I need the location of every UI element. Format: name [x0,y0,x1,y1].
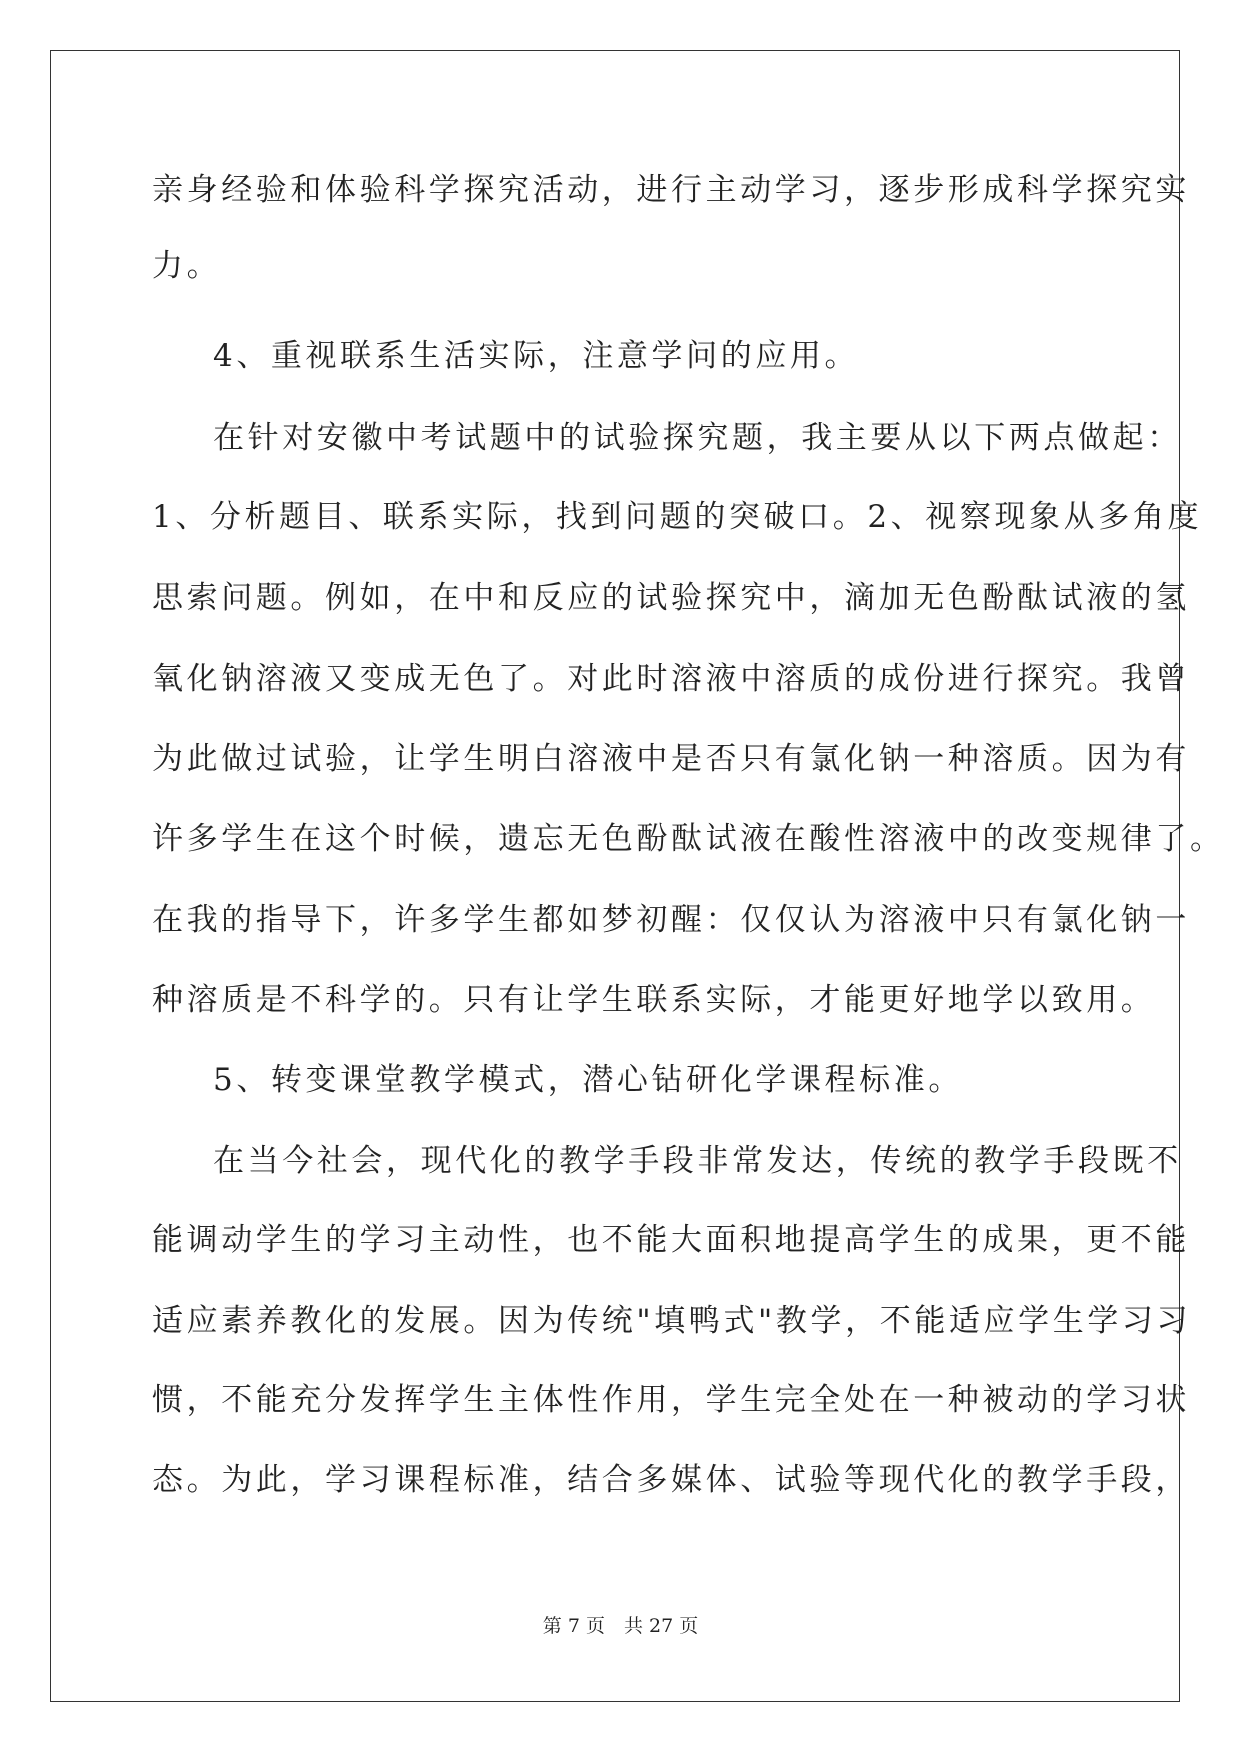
paragraph-line: 在针对安徽中考试题中的试验探究题，我主要从以下两点做起： [213,420,1182,456]
section-heading-4: 4、重视联系生活实际，注意学问的应用。 [213,338,860,374]
paragraph-line: 在当今社会，现代化的教学手段非常发达，传统的教学手段既不 [213,1143,1182,1179]
paragraph-line: 种溶质是不科学的。只有让学生联系实际，才能更好地学以致用。 [152,982,1156,1018]
paragraph-line: 惯，不能充分发挥学生主体性作用，学生完全处在一种被动的学习状 [152,1382,1190,1418]
paragraph-line: 能调动学生的学习主动性，也不能大面积地提高学生的成果，更不能 [152,1222,1190,1258]
paragraph-line: 许多学生在这个时候，遗忘无色酚酞试液在酸性溶液中的改变规律了。 [152,821,1225,857]
paragraph-line: 氧化钠溶液又变成无色了。对此时溶液中溶质的成份进行探究。我曾 [152,661,1190,697]
section-heading-5: 5、转变课堂教学模式，潜心钻研化学课程标准。 [213,1062,963,1098]
paragraph-line: 力。 [152,248,222,284]
paragraph-line: 1、分析题目、联系实际，找到问题的突破口。2、视察现象从多角度 [152,499,1203,535]
paragraph-line: 为此做过试验，让学生明白溶液中是否只有氯化钠一种溶质。因为有 [152,741,1190,777]
paragraph-line: 思索问题。例如，在中和反应的试验探究中，滴加无色酚酞试液的氢 [152,580,1190,616]
paragraph-line: 适应素养教化的发展。因为传统"填鸭式"教学，不能适应学生学习习 [152,1303,1192,1339]
paragraph-line: 态。为此，学习课程标准，结合多媒体、试验等现代化的教学手段， [152,1462,1190,1498]
paragraph-line: 亲身经验和体验科学探究活动，进行主动学习，逐步形成科学探究实 [152,172,1190,208]
page-border [50,50,1180,1702]
paragraph-line: 在我的指导下，许多学生都如梦初醒：仅仅认为溶液中只有氯化钠一 [152,902,1190,938]
page-number-footer: 第 7 页 共 27 页 [542,1615,699,1637]
